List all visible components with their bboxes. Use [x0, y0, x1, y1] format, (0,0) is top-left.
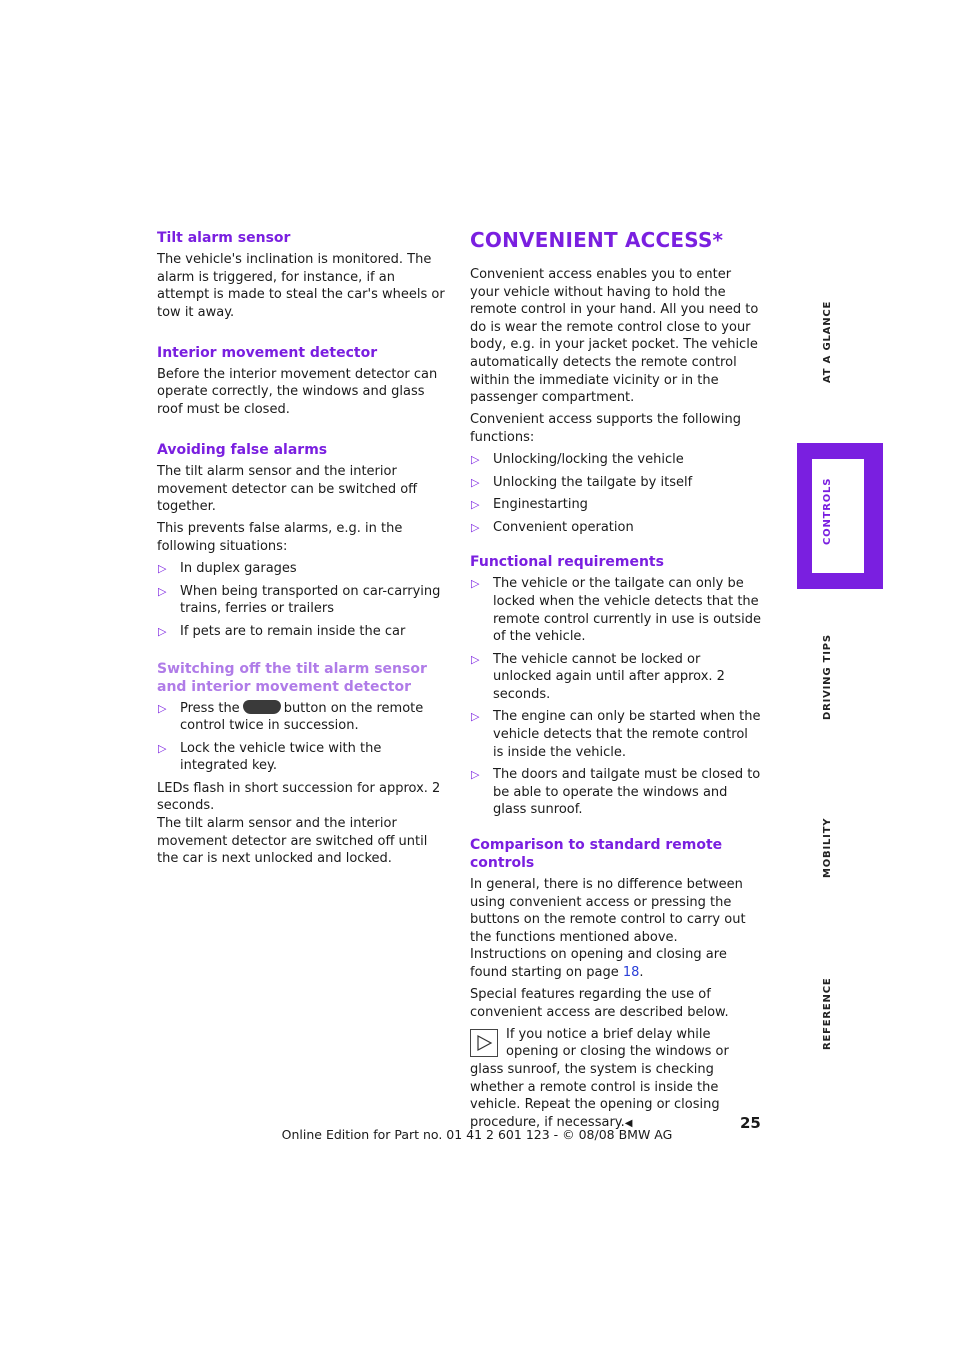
list-item: ▷ Convenient operation: [471, 519, 634, 535]
bullet-triangle-icon: ▷: [471, 577, 480, 591]
list-item: ▷ The doors and tailgate must be closed to be able to operate the windows and glass sunroof.: [471, 767, 761, 818]
list-item: ▷ When being transported on car-carrying trains, ferries or trailers: [158, 583, 441, 617]
note-block: [470, 1026, 762, 1133]
section-heading-interior-detector: Interior movement detector: [157, 344, 378, 361]
bullet-triangle-icon: ▷: [158, 562, 167, 576]
active-tab-marker: [797, 443, 883, 589]
bullet-triangle-icon: ▷: [158, 624, 167, 638]
bullet-triangle-icon: ▷: [158, 741, 167, 755]
section-heading-comparison: Comparison to standard remote controls: [470, 837, 723, 872]
right-column: [470, 227, 762, 1132]
list-item: ▷ Unlocking the tailgate by itself: [471, 474, 693, 490]
false-alarms-p1: The tilt alarm sensor and the interior movement detector can be switched off together.: [157, 464, 418, 515]
interior-detector-text: Before the interior movement detector can operate correctly, the windows and glass roof must be closed.: [157, 366, 438, 418]
bullet-triangle-icon: ▷: [471, 768, 480, 782]
note-text: If you notice a brief delay while opening or closing the windows or glass sunroof, the system is checking whether a remote control is inside the vehicle. Repeat the opening or closing procedure, if necessary.: [470, 1026, 729, 1130]
switching-off-p2: The tilt alarm sensor and the interior movement detector are switched off until the car is next unlocked and locked.: [157, 816, 428, 867]
list-item: ▷ Enginestarting: [471, 497, 588, 513]
list-item: ▷ Press the button on the remote control twice in succession.: [158, 700, 424, 734]
list-item: ▷ In duplex garages: [158, 561, 297, 577]
list-item: ▷ Lock the vehicle twice with the integrated key.: [158, 740, 382, 774]
list-item: ▷ The vehicle or the tailgate can only be locked when the vehicle detects that the remote control currently in use is outside of the vehicle.: [471, 576, 761, 645]
bullet-triangle-icon: ▷: [471, 475, 480, 489]
switching-off-list: [157, 700, 449, 775]
remote-control-button-icon: [243, 700, 281, 714]
comparison-p2: Instructions on opening and closing are found starting on page 18.: [470, 947, 727, 980]
section-heading-requirements: Functional requirements: [470, 554, 664, 571]
bullet-triangle-icon: ▷: [158, 701, 167, 715]
false-alarms-list: [157, 560, 449, 640]
side-tab-mobility[interactable]: MOBILITY: [822, 817, 833, 878]
bullet-triangle-icon: ▷: [158, 584, 167, 598]
side-tab-reference[interactable]: REFERENCE: [822, 977, 833, 1050]
functions-list: [470, 451, 762, 536]
bullet-triangle-icon: ▷: [471, 452, 480, 466]
intro-text: Convenient access enables you to enter your vehicle without having to hold the remote control in your hand. All you need to do is wear the remote control close to your body, e.g. in your jacket pocket. The vehicle automatically detects the remote control within the immediate vicinity or in the passenger compartment.: [470, 267, 759, 406]
page-number: 25: [740, 1114, 761, 1132]
side-tab-driving-tips[interactable]: DRIVING TIPS: [822, 634, 833, 720]
comparison-p3: Special features regarding the use of convenient access are described below.: [470, 987, 729, 1020]
side-tab-controls[interactable]: CONTROLS: [822, 477, 833, 545]
supports-text: Convenient access supports the following functions:: [470, 412, 741, 445]
note-triangle-icon: [470, 1029, 498, 1057]
bullet-triangle-icon: ▷: [471, 710, 480, 724]
section-heading-false-alarms: Avoiding false alarms: [157, 442, 328, 459]
list-item: ▷ The engine can only be started when the vehicle detects that the remote control is inside the vehicle.: [471, 709, 761, 760]
switching-off-p1: LEDs flash in short succession for approx. 2 seconds.: [157, 780, 441, 814]
footer-text: Online Edition for Part no. 01 41 2 601 123 - © 08/08 BMW AG: [281, 1127, 673, 1142]
bullet-triangle-icon: ▷: [471, 520, 480, 534]
page-title: CONVENIENT ACCESS*: [470, 228, 724, 252]
tilt-alarm-text: The vehicle's inclination is monitored. The alarm is triggered, for instance, if an attempt is made to steal the car's wheels or tow it away.: [157, 252, 445, 320]
end-mark-icon: ◀: [624, 1117, 633, 1129]
side-tab-at-a-glance[interactable]: AT A GLANCE: [822, 300, 833, 383]
list-item: ▷ Unlocking/locking the vehicle: [471, 451, 684, 467]
bullet-triangle-icon: ▷: [471, 652, 480, 666]
list-item: ▷ The vehicle cannot be locked or unlocked again until after approx. 2 seconds.: [471, 651, 725, 702]
list-item: ▷ If pets are to remain inside the car: [158, 623, 406, 639]
requirements-list: [470, 575, 762, 819]
section-heading-tilt-alarm: Tilt alarm sensor: [157, 230, 291, 246]
comparison-p1: In general, there is no difference between using convenient access or pressing the buttons on the remote control to carry out the functions mentioned above.: [470, 877, 746, 945]
false-alarms-p2: This prevents false alarms, e.g. in the following situations:: [157, 521, 403, 555]
bullet-triangle-icon: ▷: [471, 498, 480, 512]
left-column: [157, 229, 449, 872]
page-18-link[interactable]: 18: [622, 965, 640, 980]
section-heading-switching-off: Switching off the tilt alarm sensor and interior movement detector: [157, 660, 427, 695]
